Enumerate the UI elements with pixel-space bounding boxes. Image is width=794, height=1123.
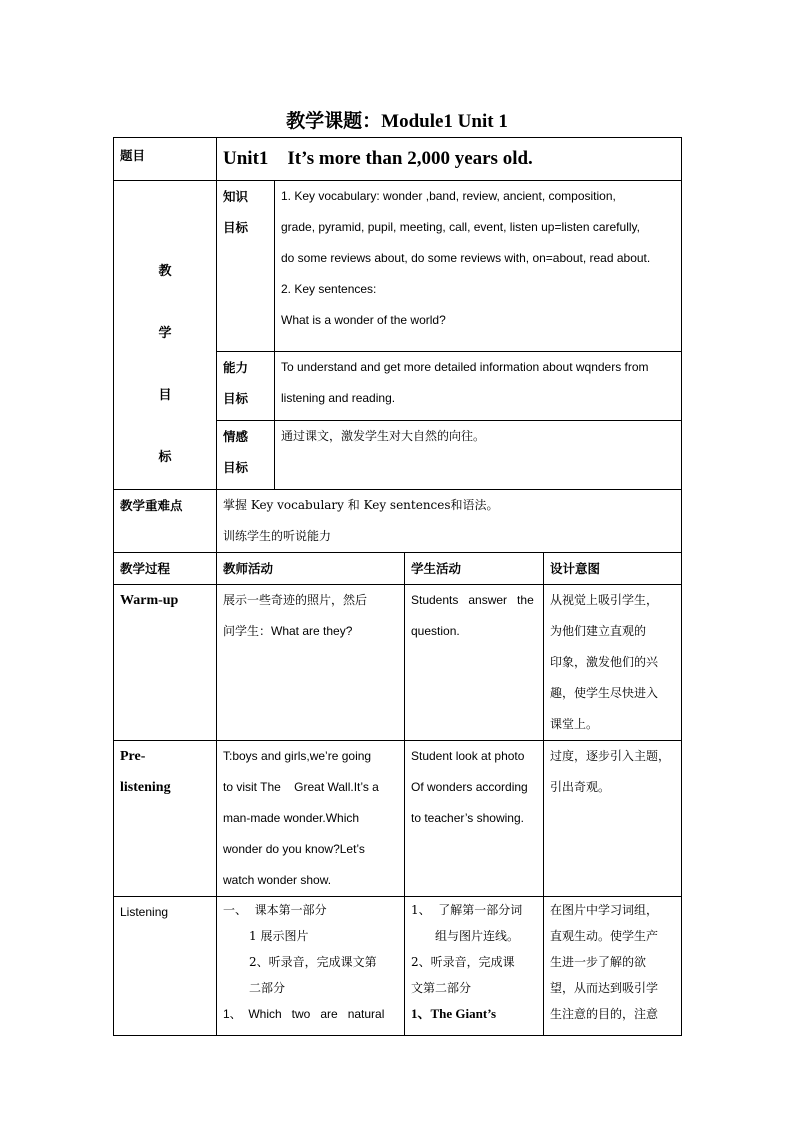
student-activity: Student look at photo Of wonders according to teacher’s showing. <box>405 741 544 897</box>
emotion-content: 通过课文，激发学生对大自然的向往。 <box>275 420 682 489</box>
teacher-activity: T:boys and girls,we’re going to visit The Great Wall.It’s a man-made wonder.Which wonder do you know?Let’s watch wonder show. <box>217 741 405 897</box>
design-intent: 过度，逐步引入主题， 引出奇观。 <box>544 741 682 897</box>
teacher-activity: 一、 课本第一部分 1 展示图片 2、听录音，完成课文第 二部分 1、 Which two are natural <box>217 897 405 1036</box>
topic-value: Unit1 It’s more than 2,000 years old. <box>217 138 682 181</box>
header-teacher: 教师活动 <box>217 553 405 585</box>
key-points-content: 掌握 Key vocabulary 和 Key sentences和语法。 训练学生的听说能力 <box>217 490 682 553</box>
teacher-activity: 展示一些奇迹的照片，然后 问学生：What are they? <box>217 585 405 741</box>
table-row-prelistening <box>114 741 682 897</box>
emotion-label: 情感 目标 <box>217 420 275 489</box>
objectives-label: 教 学 目 标 <box>114 181 217 490</box>
student-activity: Students answer the question. <box>405 585 544 741</box>
student-activity: 1、 了解第一部分词 组与图片连线。 2、听录音，完成课 文第二部分 1、The Giant’s <box>405 897 544 1036</box>
stage-label: Listening <box>114 897 217 1036</box>
design-intent: 在图片中学习词组， 直观生动。使学生产 生进一步了解的欲 望，从而达到吸引学 生注意的目的，注意 <box>544 897 682 1036</box>
lesson-plan-table <box>113 137 682 1036</box>
ability-content: To understand and get more detailed information about wqnders from listening and reading. <box>275 351 682 420</box>
stage-label: Warm-up <box>114 585 217 741</box>
knowledge-content: 1. Key vocabulary: wonder ,band, review, ancient, composition, grade, pyramid, pupil, meeting, call, event, listen up=listen carefully, do some reviews about, do some reviews with, on=about, read about. 2. Key sentences: What is a wonder of the world? <box>275 181 682 352</box>
table-row-warmup <box>114 585 682 741</box>
header-intent: 设计意图 <box>544 553 682 585</box>
topic-label: 题目 <box>114 138 217 181</box>
knowledge-label: 知识 目标 <box>217 181 275 352</box>
ability-label: 能力 目标 <box>217 351 275 420</box>
key-points-label: 教学重难点 <box>114 490 217 553</box>
design-intent: 从视觉上吸引学生， 为他们建立直观的 印象，激发他们的兴 趣，使学生尽快进入 课堂上。 <box>544 585 682 741</box>
page-title: 教学课题：Module1 Unit 1 <box>286 111 508 132</box>
table-row-listening <box>114 897 682 1036</box>
stage-label: Pre- listening <box>114 741 217 897</box>
header-student: 学生活动 <box>405 553 544 585</box>
header-process: 教学过程 <box>114 553 217 585</box>
